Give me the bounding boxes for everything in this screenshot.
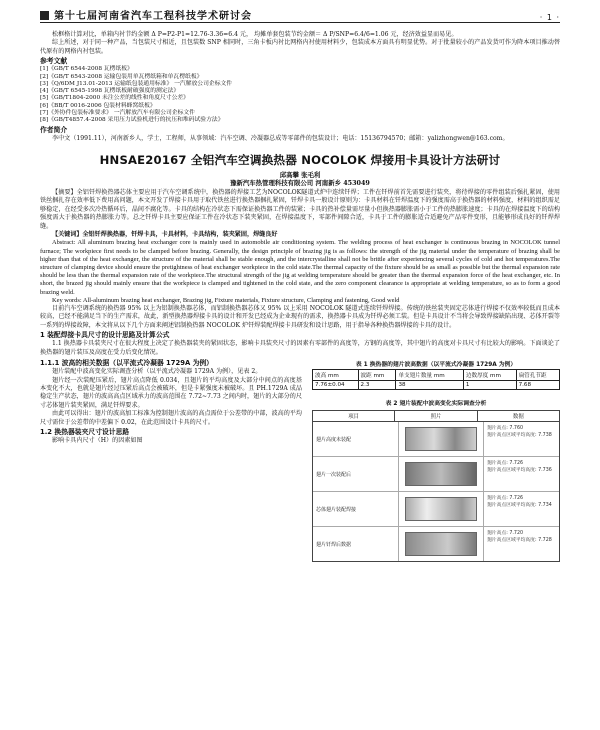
table-row [313,381,560,390]
reference-item: [4]《GB/T 6545-1998 瓦楞纸板耐破强度的测定法》 [40,88,180,95]
introduction-body: 目前汽车空调系统的换热器 95% 以上为铝制换热器芯体，而铝制换热器芯体又 95% 以上采用 NOCOLOK 隧道式连续钎焊焊接。传统的铁丝装夹固定芯体进行焊接不仅效率较低而且成本较高，已经不能满足当下的生产需求，故此，新型换热器焊接卡具的设计和开发已经成为企业现有的需求，换热器卡具成为钎焊必须工装。但是卡具设计不当将会导致焊接缺陷出现、芯体开裂等一系列的焊接故障，本文将从以下几个方面来阐述铝制换热器 NOCOLOK 炉钎焊装配焊接卡具研发和设计思路，用于指导各种换热器焊接的卡具的设计。 [40,305,560,329]
column-paragraph: 翅片装配中波高变化实际调查分析（以平流式冷凝器 1729A 为例），见表 2。 [52,368,262,376]
row-label: 翅片钎焊后数据 [313,527,399,561]
table-header-cell: 波距 mm [358,370,396,381]
reference-item: [7]《外协件包装标准要求》 一汽解放汽车有限公司企标文件 [40,110,195,116]
keywords-cn: 【关键词】全铝钎焊换热器，钎焊卡具，卡具材料，卡具结构，装夹紧固，焊缝良好 [52,231,278,239]
intro-paragraph: 松框格计算对比，单箱内衬节约金额 Δ P=P2-P1=12.76-3.36=6.4 元， 均摊单套包装节约金额＝ Δ P/SNP=6.4/6=1.06 元，经济效益显而易见。 [52,31,458,38]
article-authors: 邱高攀 张毛利 [279,171,321,179]
table-row [313,457,559,492]
table-row [313,492,559,527]
summary-paragraph: 综上所述，对于同一种产品，当包装尺寸相近，且包装数 SNP 相同时，三角卡板内衬比网格内衬使用材料少，包装成本方面具有明显优势。对于批量较小的产品发货可作为降本项目推动替代原有的网格内衬包装。 [40,39,560,55]
table-header-cell: 边数厚度 mm [463,370,516,381]
article-title: HNSAE20167 全铝汽车空调换热器 NOCOLOK 焊接用卡具设计方法研讨 [99,153,501,167]
column-paragraph: 由此可以得出：翅片的波高加工标准为控制翅片波高的高点需位于公差带的中部，波高的平均尺寸需位于公差带的中差偏下 0.02，在此范围设计卡具的尺寸。 [40,410,302,426]
fin-photo [405,462,477,486]
reference-item: [8]《GB/T4857.4-2008 采用压力试验机进行的抗压和堆码试验方法》 [40,117,224,124]
column-paragraph: 影响卡具内尺寸（H）的因素如图 [52,436,143,444]
abstract-en: Abstract: All aluminum brazing heat exchanger core is mainly used in automobile air conditioning system. The welding process of heat exchanger is continuous brazing in NOCOLOK tunnel furnace; The workpiece first needs to be clamped before brazing. Generally, the design principle of brazing jig is as follows: the strength of the jig material under the temperature of brazing shall be higher than that of the heat exchanger, the structure of the material shall be stable enough, and the intercrystalline shall not be brittle after experiencing several cycles of cold and hot temperatures.The structure of clamping device should ensure the pretightness of heat exchanger workpiece in the cold state.The thermal capacity of the fixture should be as small as possible but the thermal expansion rate should be less than the thermal expansion rate of the workpiece.The structural strength of the jig at welding temperature should be greater than the thermal expansion force of the heat exchanger, etc. In short, the brazed jig should mainly ensure that the workpiece is clamped and tightened in the cold state, and the zero component clearance is appropriate at welding temperature, so as to form a good brazing weld. [40,239,560,296]
table-header-row [313,411,559,422]
abstract-cn: 【摘要】全铝钎焊换热器芯体主要应用于汽车空调系统中，换热器的焊接工艺为NOCOLOK隧道式炉中连续钎焊；工件在钎焊前首先需要进行装夹，将待焊接的零件组装后强扎紧固，使用铁丝捆扎存在效率低下费用高问题，本文开发了焊接卡具用于取代铁丝进行换热器捆扎紧固，钎焊卡具一般设计原则为：卡具材料在钎焊温度下的强度需高于换热器的材料强度，材料的组织需足够稳定，在经受多次冷热循环后，晶间不腐化等。卡具的结构在冷状态下需保证换热器工件的装紧；卡具的热补偿量需尽量小但换热器膨胀需小于工件的热膨胀速度；卡具的在焊接温度下的结构强度需大于换热器的热膨胀力等。总之钎焊卡具主要应保证工件在冷状态下装夹紧固，在焊接温度下，零部件间隙合适，卡具于工件的膨胀适合适避免产品零件变形，且能够形成良好的钎焊焊缝。 [40,189,560,230]
table-header-row [313,370,560,381]
table-header-cell: 波高 mm [313,370,359,381]
section-1-1-1-heading: 1.1.1 波高的相关数据（以平流式冷凝器 1729A 为例） [40,359,213,368]
table-cell: 7.76±0.04 [313,381,359,390]
row-note: 翅片高点: 7.760 翅片高点区域平均高度: 7.738 [487,426,552,439]
fin-photo [405,497,477,521]
row-label: 翅片一次装配后 [313,457,399,491]
reference-item: [1]《GB/T 6544-2008 瓦楞纸板》 [40,66,133,73]
fin-photo [405,532,477,556]
journal-title: 第十七届河南省汽车工程科技学术研讨会 [54,11,252,22]
right-column [312,358,560,562]
journal-header [40,0,560,23]
table-header-cell: 照片 [394,411,476,421]
section-1-2-heading: 1.2 换热器装夹尺寸设计思路 [40,427,130,436]
left-column [40,358,302,562]
table-header-cell: 数据 [477,411,559,421]
section-1-heading: 1 装配焊接卡具尺寸的设计思路及计算公式 [40,331,170,340]
references-heading: 参考文献 [40,57,68,66]
column-paragraph: 翅片经一次装配压紧后，翅片高点降低 0.034，且翅片的平均高度及大部分中间点的高度基本变化不大，也就是翅片经过压紧后高点会被破坏，但是卡紧强度未被破坏。且 PH.1729A 成品稳定生产状态，翅片的波高高点区域承力的波高范围在 7.72~7.73 之间内时，翅片的大部分的尺寸芯体翅片装夹紧固，满足钎焊要求。 [40,376,302,409]
table-cell: 7.68 [516,381,559,390]
table-2-caption: 表 2 翅片装配中波高变化实际调查分析 [385,401,487,408]
reference-item: [6]《BB/T 0016-2006 包装材料蜂窝纸板》 [40,102,156,109]
keywords-en: Key words: All-aluminum brazing heat exchanger, Brazing jig, Fixture materials, Fixture structure, Clamping and fastening, Good weld [52,296,400,304]
page-number: · 1 · [539,13,560,22]
article-affiliation: 豫新汽车热管理科技有限公司 河南新乡 453049 [230,179,370,187]
section-1-1-text: 1.1 换热器卡具装夹尺寸在很大程度上决定了换热器装夹的紧固状态，影响卡具装夹尺寸的因素有零部件的高度等，方钢的高度等，其中翅片的高度对卡具尺寸有比较大的影响。下面谈论了换热器的翅片装压及高度在受力后变化情况。 [40,340,560,356]
fin-photo [405,427,477,451]
table-row [313,527,559,561]
row-label: 芯体翅片装配焊接 [313,492,399,526]
table-header-cell: 扁管孔节距 [516,370,559,381]
table-1-caption: 表 1 换热器的翅片波高数据（以平流式冷凝器 1729A 为例） [355,362,517,369]
table-row [313,422,559,457]
references-list [40,66,560,124]
header-mark-icon [40,11,49,20]
two-column-body [40,358,560,562]
assembly-survey-table [312,410,560,562]
table-header-cell: 项目 [348,414,360,421]
row-note: 翅片高点: 7.726 翅片高点区域平均高度: 7.736 [487,461,552,474]
table-cell: 1 [463,381,516,390]
reference-item: [3]《Q/6DM J13.01-2013 运输纸包装通用标准》 一汽解放公司企标文件 [40,80,233,87]
author-heading: 作者简介 [40,125,68,134]
reference-item: [5]《GB/T1804-2000 未注公差的线性和角度尺寸公差》 [40,95,189,102]
table-cell: 38 [396,381,463,390]
row-note: 翅片高点: 7.720 翅片高点区域平均高度: 7.728 [487,531,552,544]
row-note: 翅片高点: 7.726 翅片高点区域平均高度: 7.734 [487,496,552,509]
table-cell: 2.3 [358,381,396,390]
reference-item: [2]《GB/T 6543-2008 运输包装用单瓦楞纸箱和单瓦楞纸板》 [40,73,203,80]
table-header-cell: 单支翅片数量 mm [396,370,463,381]
wave-height-table [312,369,560,390]
row-label: 翅片高度未装配 [313,422,399,456]
author-bio: 李中文（1991.11），河南新乡人，学士，工程师，从事领域：汽车空调、冷凝器总成等零部件的包装设计；电话：15136794570；邮箱：yalizhongwen@163.com。 [52,134,509,142]
